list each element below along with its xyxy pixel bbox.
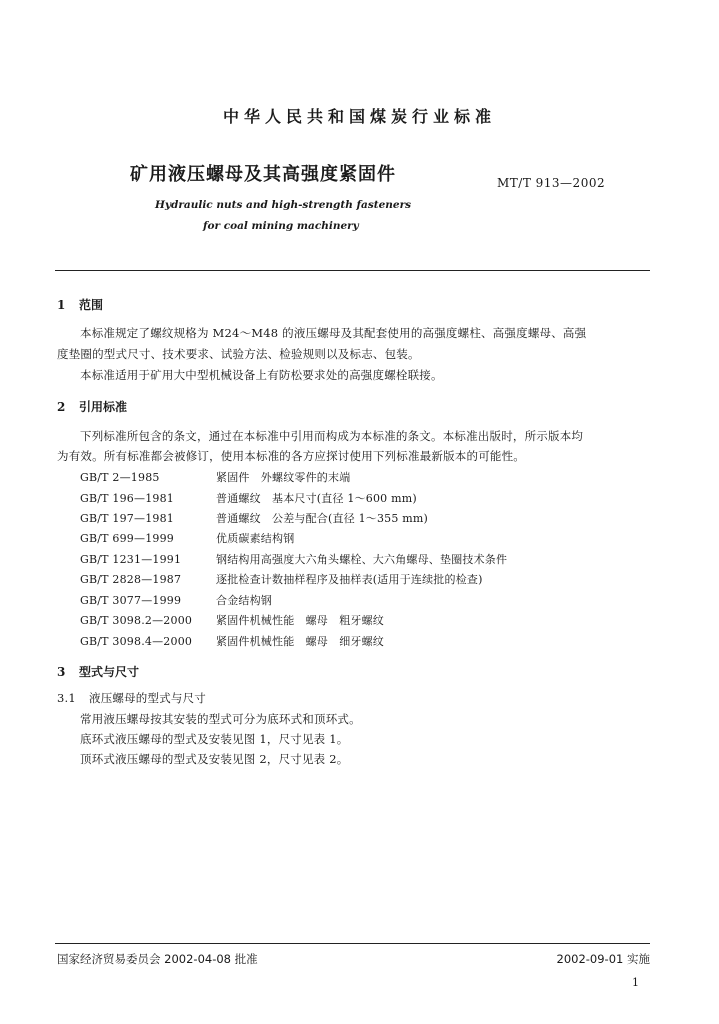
reference-item — [80, 612, 384, 628]
reference-title: 紧固件机械性能 螺母 粗牙螺纹 — [216, 614, 384, 627]
section-3-line1: 常用液压螺母按其安装的型式可分为底环式和顶环式。 — [80, 712, 361, 726]
section-1-para1-line2: 度垫圈的型式尺寸、技术要求、试验方法、检验规则以及标志、包装。 — [57, 347, 420, 361]
reference-code: GB/T 3098.2—2000 — [80, 614, 193, 627]
section-2-intro-line1: 下列标准所包含的条文，通过在本标准中引用而构成为本标准的条文。本标准出版时，所示版本均 — [80, 429, 584, 443]
section-1-heading — [57, 296, 103, 313]
reference-title: 紧固件机械性能 螺母 细牙螺纹 — [216, 635, 384, 648]
section-title: 范围 — [79, 298, 104, 312]
section-number: 2 — [57, 400, 66, 414]
section-title: 型式与尺寸 — [79, 665, 140, 679]
effective-date: 2002-09-01 实施 — [556, 952, 650, 966]
reference-item — [80, 592, 272, 608]
reference-item — [80, 633, 384, 649]
document-title-en-line2: for coal mining machinery — [203, 220, 359, 232]
reference-title: 普通螺纹 公差与配合(直径 1～355 mm) — [216, 512, 429, 525]
document-title-cn: 矿用液压螺母及其高强度紧固件 — [130, 164, 396, 185]
reference-title: 合金结构钢 — [216, 594, 272, 607]
reference-code: GB/T 196—1981 — [80, 492, 174, 505]
reference-title: 优质碳素结构钢 — [216, 532, 295, 545]
section-number: 3 — [57, 665, 66, 679]
subsection-number: 3.1 — [57, 691, 76, 705]
standard-category: 中华人民共和国煤炭行业标准 — [222, 107, 496, 126]
reference-item — [80, 469, 350, 485]
reference-code: GB/T 699—1999 — [80, 532, 174, 545]
subsection-3-1-heading — [57, 690, 206, 706]
standard-code: MT/T 913—2002 — [497, 176, 606, 190]
subsection-title: 液压螺母的型式与尺寸 — [89, 691, 206, 705]
reference-code: GB/T 3077—1999 — [80, 594, 182, 607]
reference-item — [80, 551, 507, 567]
section-2-heading — [57, 398, 127, 415]
reference-code: GB/T 3098.4—2000 — [80, 635, 193, 648]
section-3-line3: 顶环式液压螺母的型式及安装见图 2，尺寸见表 2。 — [80, 752, 349, 766]
section-3-heading — [57, 663, 139, 680]
section-3-line2: 底环式液压螺母的型式及安装见图 1，尺寸见表 1。 — [80, 732, 349, 746]
reference-code: GB/T 1231—1991 — [80, 553, 182, 566]
reference-item — [80, 530, 294, 546]
section-number: 1 — [57, 298, 66, 312]
reference-title: 普通螺纹 基本尺寸(直径 1～600 mm) — [216, 492, 417, 505]
reference-item — [80, 571, 483, 587]
reference-title: 逐批检查计数抽样程序及抽样表(适用于连续批的检查) — [216, 573, 483, 586]
page-number: 1 — [632, 976, 639, 989]
issuer-approval: 国家经济贸易委员会 2002-04-08 批准 — [57, 952, 258, 966]
document-title-en-line1: Hydraulic nuts and high-strength fasteners — [155, 199, 412, 211]
reference-title: 紧固件 外螺纹零件的末端 — [216, 471, 351, 484]
section-1-para1-line1: 本标准规定了螺纹规格为 M24～M48 的液压螺母及其配套使用的高强度螺柱、高强度螺母、高强 — [80, 326, 587, 340]
reference-code: GB/T 197—1981 — [80, 512, 174, 525]
footer-divider — [55, 943, 650, 944]
header-divider — [55, 270, 650, 271]
section-1-para2: 本标准适用于矿用大中型机械设备上有防松要求处的高强度螺栓联接。 — [80, 368, 443, 382]
reference-code: GB/T 2—1985 — [80, 471, 160, 484]
reference-title: 钢结构用高强度大六角头螺栓、大六角螺母、垫圈技术条件 — [216, 553, 508, 566]
section-2-intro-line2: 为有效。所有标准都会被修订，使用本标准的各方应探讨使用下列标准最新版本的可能性。 — [57, 449, 525, 463]
reference-item — [80, 490, 417, 506]
reference-code: GB/T 2828—1987 — [80, 573, 182, 586]
reference-item — [80, 510, 428, 526]
section-title: 引用标准 — [79, 400, 128, 414]
